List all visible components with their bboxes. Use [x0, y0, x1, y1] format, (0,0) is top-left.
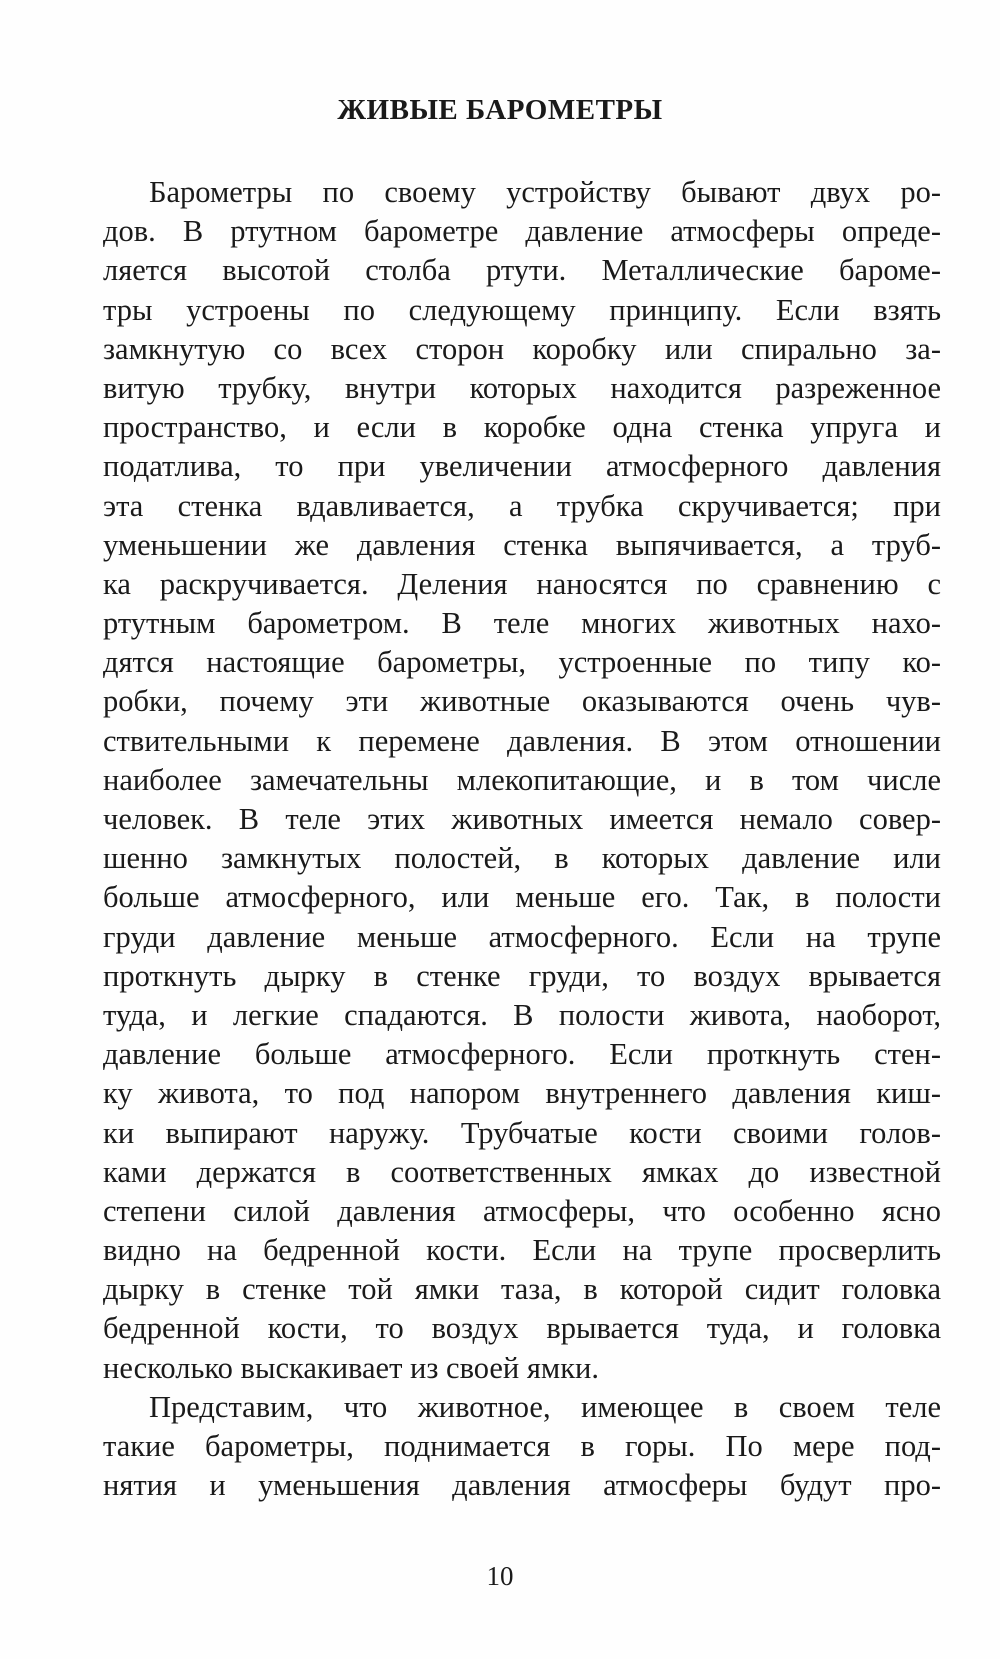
text-line: ками держатся в соответственных ямках до известной: [103, 1154, 941, 1189]
text-line: уменьшении же давления стенка выпячивается, а труб-: [103, 527, 941, 562]
body-text: [103, 173, 941, 1505]
text-line: ртутным барометром. В теле многих животных нахо-: [103, 606, 941, 641]
text-line: Барометры по своему устройству бывают двух ро-: [149, 175, 941, 209]
text-line: дов. В ртутном барометре давление атмосферы опреде-: [103, 214, 941, 249]
text-line: несколько выскакивает из своей ямки.: [103, 1350, 599, 1385]
text-line: ку живота, то под напором внутреннего давления киш-: [103, 1076, 941, 1111]
text-line: наиболее замечательны млекопитающие, и в том числе: [103, 762, 941, 797]
text-line: ствительными к перемене давления. В этом отношении: [103, 723, 941, 758]
text-line: ка раскручивается. Деления наносятся по сравнению с: [103, 566, 941, 601]
text-line: человек. В теле этих животных имеется немало совер-: [103, 802, 941, 836]
text-line: эта стенка вдавливается, а трубка скручивается; при: [103, 488, 941, 523]
text-line: проткнуть дырку в стенке груди, то воздух врывается: [103, 958, 941, 993]
text-line: шенно замкнутых полостей, в которых давление или: [103, 841, 941, 876]
page-number: 10: [486, 1561, 514, 1591]
text-line: замкнутую со всех сторон коробку или спирально за-: [103, 331, 941, 366]
text-line: больше атмосферного, или меньше его. Так, в полости: [103, 880, 941, 915]
chapter-title: ЖИВЫЕ БАРОМЕТРЫ: [337, 94, 663, 126]
text-line: витую трубку, внутри которых находится разреженное: [103, 370, 941, 405]
text-line: туда, и легкие спадаются. В полости живота, наоборот,: [103, 997, 941, 1032]
text-line: ляется высотой столба ртути. Металлические бароме-: [103, 253, 941, 288]
text-line: Представим, что животное, имеющее в своем теле: [149, 1389, 941, 1424]
text-line: нятия и уменьшения давления атмосферы будут про-: [103, 1468, 941, 1503]
text-line: видно на бедренной кости. Если на трупе просверлить: [103, 1233, 941, 1268]
text-line: податлива, то при увеличении атмосферного давления: [103, 449, 941, 484]
text-line: дырку в стенке той ямки таза, в которой сидит головка: [103, 1272, 941, 1307]
text-line: давление больше атмосферного. Если проткнуть стен-: [103, 1037, 941, 1072]
text-line: такие барометры, поднимается в горы. По мере под-: [103, 1429, 941, 1463]
text-line: степени силой давления атмосферы, что особенно ясно: [103, 1193, 941, 1228]
text-line: тры устроены по следующему принципу. Если взять: [103, 292, 941, 327]
text-line: дятся настоящие барометры, устроенные по типу ко-: [103, 645, 941, 680]
text-line: бедренной кости, то воздух врывается туда, и головка: [103, 1311, 941, 1346]
text-line: ки выпирают наружу. Трубчатые кости своими голов-: [103, 1115, 941, 1150]
text-line: робки, почему эти животные оказываются очень чув-: [103, 684, 941, 719]
text-line: груди давление меньше атмосферного. Если на трупе: [103, 919, 941, 954]
text-line: пространство, и если в коробке одна стенка упруга и: [103, 410, 941, 445]
